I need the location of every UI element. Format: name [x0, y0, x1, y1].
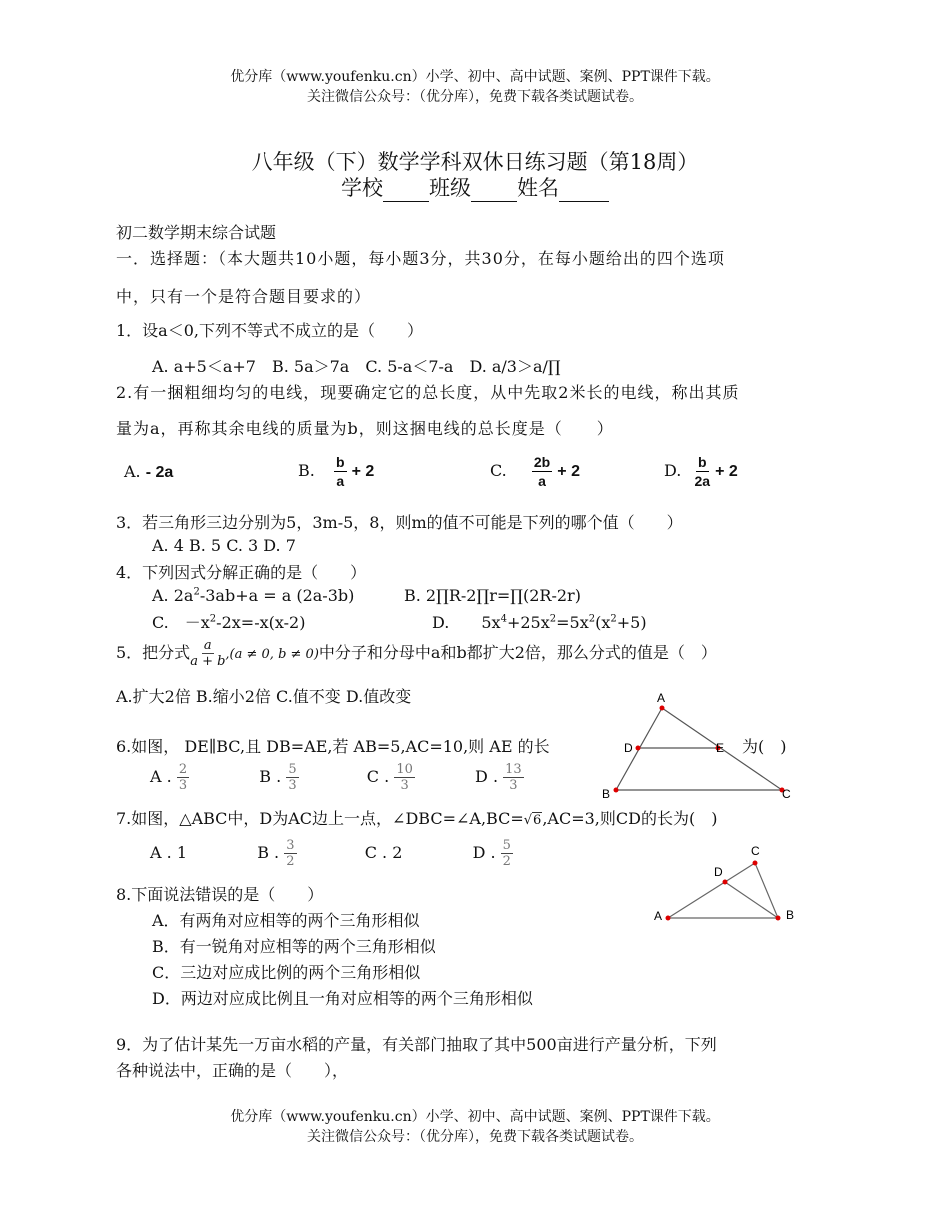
question-2-line-2: 量为a，再称其余电线的质量为b，则这捆电线的总长度是（ ） — [116, 419, 614, 438]
question-5-stem: 5．把分式 $\frac{a}{a + b}$ ,(a ≠ 0, b ≠ 0)中分子和分母中a和b都扩大2倍，那么分式的值是（ ） — [116, 638, 717, 669]
question-1-stem: 1．设a＜0,下列不等式不成立的是（ ） — [116, 321, 423, 340]
label-d: D — [624, 741, 633, 755]
question-2-option-a: A. - 2a — [124, 462, 174, 481]
point-a — [660, 706, 665, 711]
figure-triangle-de-parallel-bc — [600, 690, 800, 802]
triangle-abc-outline-2 — [668, 863, 778, 918]
class-blank[interactable] — [471, 183, 517, 202]
question-6-options: A . $\frac{2}{3}$ B . $\frac{5}{3}$ C . $\frac{10}{3}$ D . $\frac{13}{3}$ — [150, 762, 522, 793]
point-d-2 — [723, 880, 728, 885]
question-2-option-d: D. $\frac{b}{2a}$ + 2 — [664, 454, 738, 489]
question-8-stem: 8.下面说法错误的是（ ） — [116, 885, 324, 904]
question-4-option-d: D. $5x^4+25x^2=5x^2(x^2+5)$ — [432, 613, 647, 632]
question-8-option-b: B．有一锐角对应相等的两个三角形相似 — [152, 937, 436, 956]
label-b-2: B — [786, 908, 795, 922]
point-d — [636, 746, 641, 751]
question-4-stem: 4．下列因式分解正确的是（ ） — [116, 563, 367, 582]
label-c: C — [782, 787, 791, 801]
question-1-options: A. a+5＜a+7 B. 5a＞7a C. 5-a＜7-a D. a/3＞a/∏ — [152, 357, 561, 376]
question-8-option-c: C．三边对应成比例的两个三角形相似 — [152, 963, 421, 982]
question-2-option-b: B. $\frac{b}{a}$ + 2 — [298, 454, 375, 489]
name-blank[interactable] — [559, 183, 609, 202]
figure-triangle-d-on-ac — [650, 842, 810, 928]
question-9-line-2: 各种说法中，正确的是（ ）， — [116, 1061, 349, 1080]
point-b — [614, 788, 619, 793]
question-4-option-a: A. $2a^2-3ab+a = a$ (2a-3b) — [152, 586, 355, 605]
school-blank[interactable] — [383, 183, 429, 202]
section-1-line-1: 一．选择题：（本大题共10小题，每小题3分，共30分，在每小题给出的四个选项 — [116, 249, 725, 268]
section-1-line-2: 中，只有一个是符合题目要求的） — [116, 287, 372, 306]
label-a: A — [657, 691, 666, 705]
school-label: 学校 — [341, 176, 383, 200]
label-e: E — [716, 741, 725, 755]
question-8-option-d: D．两边对应成比例且一角对应相等的两个三角形相似 — [152, 989, 533, 1008]
header-line-2: 关注微信公众号：（优分库），免费下载各类试题试卷。 — [307, 89, 643, 105]
label-b: B — [602, 787, 611, 801]
class-label: 班级 — [429, 176, 471, 200]
question-7-options: A . 1 B . $\frac{3}{2}$ C . 2 D . $\frac{5}{2}$ — [150, 838, 511, 869]
page-title: 八年级（下）数学学科双休日练习题（第18周） — [251, 150, 699, 174]
question-2-option-c: C. $\frac{2b}{a}$ + 2 — [490, 454, 580, 489]
question-7-stem: 7.如图，△ABC中，D为AC边上一点，∠DBC=∠A,BC=√6,AC=3,则CD的长为( ) — [116, 809, 718, 828]
question-8-option-a: A．有两角对应相等的两个三角形相似 — [152, 911, 420, 930]
question-3-options: A. 4 B. 5 C. 3 D. 7 — [152, 536, 296, 555]
point-c-2 — [753, 861, 758, 866]
question-2-line-1: 2.有一捆粗细均匀的电线，现要确定它的总长度，从中先取2米长的电线，称出其质 — [116, 383, 740, 402]
question-5-options: A.扩大2倍 B.缩小2倍 C.值不变 D.值改变 — [116, 687, 412, 706]
point-a-2 — [666, 916, 671, 921]
question-6-stem-tail: 为( ) — [742, 737, 787, 756]
question-9-line-1: 9．为了估计某先一万亩水稻的产量，有关部门抽取了其中500亩进行产量分析，下列 — [116, 1035, 717, 1054]
label-c-2: C — [751, 844, 760, 858]
footer-line-1: 优分库（www.youfenku.cn）小学、初中、高中试题、案例、PPT课件下载。 — [230, 1109, 720, 1125]
label-a-2: A — [654, 909, 663, 923]
student-info-line — [0, 172, 950, 202]
exam-subtitle: 初二数学期末综合试题 — [116, 223, 277, 242]
question-4-option-c: C. $-x^2-2x=-x(x-2)$ — [152, 613, 306, 632]
question-6-stem: 6.如图， DE∥BC,且 DB=AE,若 AB=5,AC=10,则 AE 的长 — [116, 737, 550, 756]
question-3-stem: 3．若三角形三边分别为5，3m-5，8，则m的值不可能是下列的哪个值（ ） — [116, 513, 683, 532]
point-b-2 — [776, 916, 781, 921]
question-4-option-b: B. 2∏R-2∏r=∏(2R-2r) — [404, 586, 581, 605]
footer-line-2: 关注微信公众号：（优分库），免费下载各类试题试卷。 — [307, 1129, 643, 1145]
label-d-2: D — [714, 865, 723, 879]
header-line-1: 优分库（www.youfenku.cn）小学、初中、高中试题、案例、PPT课件下载。 — [230, 69, 720, 85]
name-label: 姓名 — [517, 176, 559, 200]
triangle-abc-outline — [616, 708, 782, 790]
